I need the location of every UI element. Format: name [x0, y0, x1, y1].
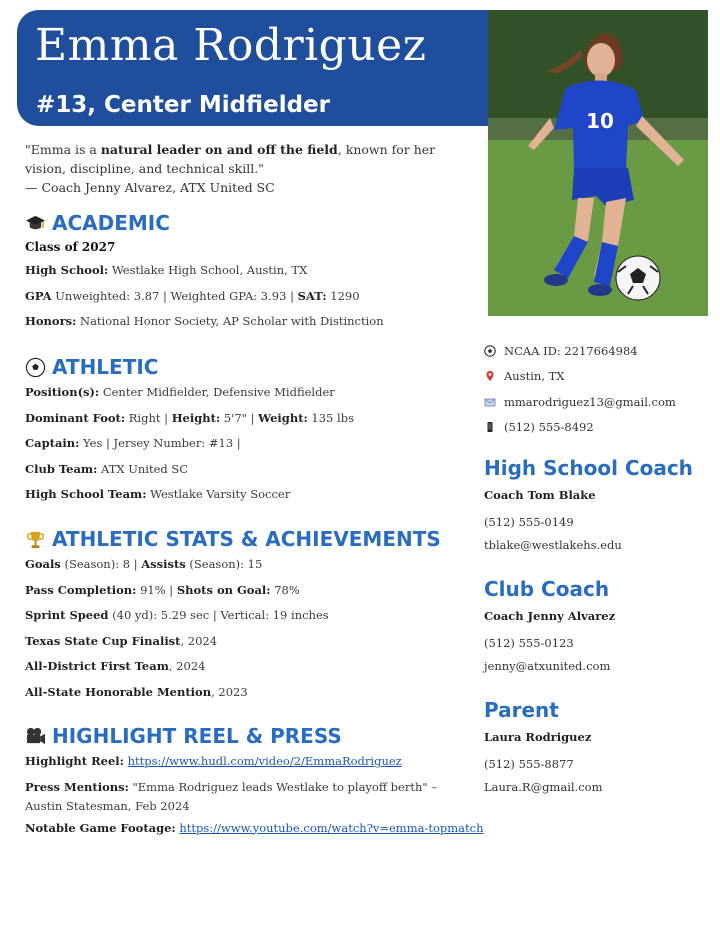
high-school-line: High School: Westlake High School, Austin, TX [25, 263, 308, 277]
hs-coach-email[interactable]: tblake@westlakehs.edu [484, 538, 622, 552]
parent-title: Parent [484, 698, 559, 722]
achievement-2: All-District First Team, 2024 [25, 659, 206, 673]
hs-team-line: High School Team: Westlake Varsity Soccer [25, 487, 291, 501]
highlights-section [25, 723, 485, 841]
hs-coach-block [484, 456, 709, 558]
phone-icon [484, 421, 496, 433]
club-coach-block [484, 577, 709, 679]
club-coach-email[interactable]: jenny@atxunited.com [484, 659, 611, 673]
achievement-3: All-State Honorable Mention, 2023 [25, 684, 248, 699]
parent-block [484, 698, 709, 800]
press-line: Press Mentions: "Emma Rodriguez leads Westlake to playoff berth" – [25, 779, 438, 794]
gpa-line: GPA Unweighted: 3.87 | Weighted GPA: 3.93 | SAT: 1290 [25, 288, 360, 303]
stats-title: ATHLETIC STATS & ACHIEVEMENTS [52, 527, 441, 551]
stats-section [25, 526, 485, 705]
game-footage-link[interactable]: https://www.youtube.com/watch?v=emma-topmatch [179, 820, 484, 835]
sprint-line: Sprint Speed (40 yd): 5.29 sec | Vertical: 19 inches [25, 608, 329, 622]
soccer-ball-icon [25, 357, 46, 378]
pass-line: Pass Completion: 91% | Shots on Goal: 78% [25, 582, 300, 597]
map-pin-icon [484, 370, 496, 382]
goals-line: Goals (Season): 8 | Assists (Season): 15 [25, 557, 263, 571]
parent-phone: (512) 555-8877 [484, 756, 574, 771]
film-camera-icon [25, 726, 46, 747]
class-of: Class of 2027 [25, 240, 116, 254]
email-icon [484, 396, 496, 408]
academic-section [25, 210, 485, 335]
header-banner [17, 10, 488, 126]
soccer-ball-icon [484, 345, 496, 357]
parent-email[interactable]: Laura.R@gmail.com [484, 780, 603, 794]
athlete-name: Emma Rodriguez [35, 20, 427, 71]
captain-line: Captain: Yes | Jersey Number: #13 | [25, 436, 241, 450]
phone-row: (512) 555-8492 [484, 415, 709, 441]
jersey-number: 10 [586, 109, 614, 133]
player-illustration [488, 10, 708, 316]
positions-line: Position(s): Center Midfielder, Defensive Midfielder [25, 385, 335, 399]
highlights-title: HIGHLIGHT REEL & PRESS [52, 724, 342, 748]
highlight-reel-link[interactable]: https://www.hudl.com/video/2/EmmaRodriguez [127, 754, 402, 768]
athlete-position: #13, Center Midfielder [36, 92, 330, 118]
athletic-section [25, 354, 485, 508]
press-source: Austin Statesman, Feb 2024 [25, 798, 190, 813]
achievement-1: Texas State Cup Finalist, 2024 [25, 633, 218, 648]
highlight-reel-line: Highlight Reel: https://www.hudl.com/video/2/EmmaRodriguez [25, 754, 402, 768]
parent-name: Laura Rodriguez [484, 730, 592, 744]
club-coach-name: Coach Jenny Alvarez [484, 609, 616, 623]
physical-line: Dominant Foot: Right | Height: 5'7" | Weight: 135 lbs [25, 410, 354, 425]
quote-attribution: — Coach Jenny Alvarez, ATX United SC [25, 180, 275, 195]
trophy-icon [25, 529, 46, 550]
athletic-title: ATHLETIC [52, 355, 159, 379]
game-footage-line: Notable Game Footage: https://www.youtube.com/watch?v=emma-topmatch [25, 820, 484, 835]
coach-quote: "Emma is a natural leader on and off the field, known for her vision, discipline, and technical skill." — Coach Jenny Alvarez, ATX United SC [25, 142, 436, 195]
location-row: Austin, TX [484, 364, 709, 390]
graduation-cap-icon [25, 213, 46, 234]
email-row: mmarodriguez13@gmail.com [484, 389, 709, 415]
honors-line: Honors: National Honor Society, AP Scholar with Distinction [25, 314, 384, 328]
academic-title: ACADEMIC [52, 211, 170, 235]
hs-coach-phone: (512) 555-0149 [484, 514, 574, 529]
quote-highlight: natural leader on and off the field [100, 142, 338, 157]
club-coach-phone: (512) 555-0123 [484, 635, 574, 650]
contact-info [484, 338, 709, 440]
club-coach-title: Club Coach [484, 577, 610, 601]
athlete-photo [488, 10, 708, 316]
ncaa-id-row: NCAA ID: 2217664984 [484, 338, 709, 364]
hs-coach-title: High School Coach [484, 456, 693, 480]
club-team-line: Club Team: ATX United SC [25, 461, 189, 476]
hs-coach-name: Coach Tom Blake [484, 488, 596, 502]
